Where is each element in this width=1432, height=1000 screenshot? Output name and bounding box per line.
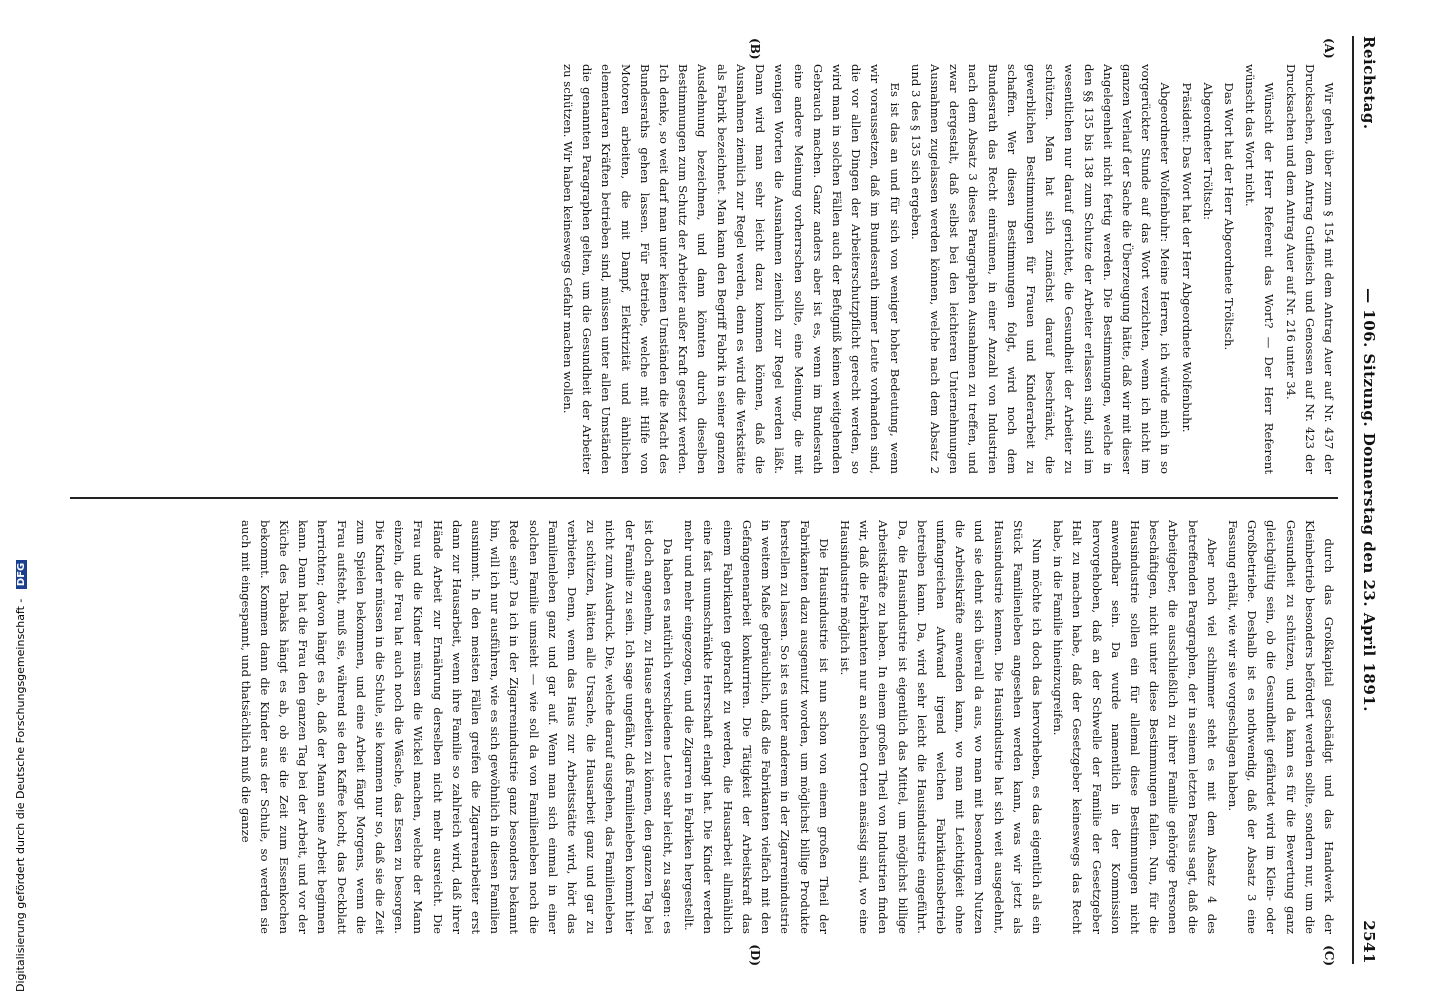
speaker-line: Abgeordneter Tröltsch:: [1200, 82, 1215, 221]
paragraph: Das Wort hat der Herr Abgeordnete Tröltsch.: [1221, 82, 1236, 351]
paragraph: Nun möchte ich doch das hervorheben, es das eigentlich als ein Stück Familienleben angesehen werden kann, was wir jetzt als Hausindustrie kennen. Die Hausindustrie hat sich weit ausgedehnt, und sie dehnt sich überall da aus, wo man mit besonderem Nutzen die Arbeitskräfte anwenden kann, wo man mit Leichtigkeit ohne umfangreichen Aufwand irgend welchen Fabrikationsbetrieb betreiben kann. Da, wird sehr leicht die Hausindustrie eingeführt. Da, die Hausindustrie ist eigentlich das Mittel, um möglichst billige Arbeitskräfte zu haben. In einem großen Theil von Industrien finden wir, daß die Fabrikanten nur an solchen Orten ansässig sind, wo eine Hausindustrie möglich ist.: [837, 520, 1044, 934]
paragraph: Wünscht der Herr Referent das Wort? — Der Herr Referent wünscht das Wort nicht.: [1243, 64, 1277, 474]
header-left: Reichstag.: [1360, 36, 1378, 130]
digitization-note: [4, 552, 27, 992]
page-number: 2541: [1360, 920, 1378, 964]
margin-marker-a: (A): [1322, 38, 1336, 59]
margin-marker-b: (B): [748, 38, 762, 60]
paragraph: durch das Großkapital geschädigt und das Handwerk der Kleinbetrieb besonders befördert werden sollte, sondern nur, um die Gesundheit zu schützen, und da kann es für die Bewertung ganz gleichgültig sein, ob die Gesundheit gefährdet wird im Klein- oder Großbetriebe. Deshalb ist es nothwendig, daß der Absatz 3 eine Fassung erhält, wie wir sie vorgeschlagen haben.: [1225, 520, 1336, 934]
right-column: [70, 520, 1338, 934]
speaker-line: Präsident: Das Wort hat der Herr Abgeordnete Wolfenbuhr.: [1179, 82, 1194, 433]
digitization-text: Digitalisierung gefördert durch die Deutsche Forschungsgemeinschaft -: [14, 598, 27, 992]
paragraph: Da haben es natürlich verschiedene Leute sehr leicht, zu sagen: es ist doch angenehm, zu Hause arbeiten zu können, den ganzen Tag bei der Familie zu sein. Ich sage ungefähr, daß Familienleben kommt hier nicht zum Ausdruck. Die, welche darauf ausgehen, das Familienleben zu schützen, hätten alle Ursache, die Hausarbeit ganz und gar zu verbieten. Denn, wenn das Haus zur Arbeitsstätte wird, hört das Familienleben ganz und gar auf. Wenn man sich einmal in einer solchen Familie umsieht — wie soll da von Familienleben noch die Rede sein? Da ich in der Zigarrenindustrie ganz besonders bekannt bin, will ich nur ausführen, wie es sich gewöhnlich in diesen Familien ausnimmt. In den meisten Fällen greifen die Zigarrenarbeiter erst dann zur Hausarbeit, wenn ihre Familie so zahlreich wird, daß ihrer Hände Arbeit zur Ernährung derselben nicht mehr ausreicht. Die Frau und die Kinder müssen die Wickel machen, welche der Mann einzeln, die Frau hat auch noch die Wäsche, das Essen zu besorgen. Die Kinder müssen in die Schule, sie kommen nur so, daß sie die Zeit zum Spielen bekommen, und eine Arbeit fängt Morgens, wenn die Frau aufsteht, muß sie, während sie den Kaffee kocht, das Deckblatt herrichten; davon hängt es ab, daß der Mann seine Arbeit beginnen kann. Dann hat die Frau den ganzen Tag bei der Arbeit, und vor der Küche des Tabaks hängt es ab, ob sie die Zeit zum Essenkochen bekommt. Kommen dann die Kinder aus der Schule, so werden sie auch mit eingespannt, und thatsächlich muß die ganze: [238, 520, 676, 934]
dfg-logo: DFG: [16, 560, 27, 589]
paragraph: Wir gehen über zum § 154 mit dem Antrag Auer auf Nr. 437 der Drucksachen, dem Antrag Gutfleisch und Genossen auf Nr. 423 der Drucksachen und dem Antrag Auer auf Nr. 216 unter 34.: [1283, 64, 1336, 474]
column-divider: [70, 497, 1338, 499]
paragraph: Die Hausindustrie ist nun schon von einem großen Theil der Fabrikanten dazu ausgenutzt worden, um möglichst billige Produkte herstellen zu lassen. So ist es unter anderem in der Zigarrenindustrie in weitem Maße gebräuchlich, daß die Fabrikanten vielfach mit den Gefangenenarbeit konkurriren. Die Tätigkeit der Arbeitskraft das einem Fabrikanten gebracht zu werden, die Hausarbeit allmählich eine fast unumschränkte Herrschaft erlangt hat. Die Kinder werden mehr und mehr eingezogen, und die Zigarren in Fabriken hergestellt.: [682, 520, 831, 934]
header-rule: [1352, 36, 1354, 964]
scanned-page: [30, 20, 1402, 980]
page-header: [1348, 36, 1388, 964]
paragraph: Es ist das an und für sich von weniger hoher Bedeutung, wenn wir voraussetzen, daß im Bundesrath immer Leute vorhanden sind, die vor allen Dingen der Arbeiterschutzpflicht gerecht werden, so wird man in solchen Fällen auch der Befugniß keinen weitgehenden Gebrauch machen. Ganz anders aber ist es, wenn im Bundesrath eine andere Meinung vorherrschen sollte, eine Meinung, die mit wenigen Worten die Ausnahmen ziemlich zur Regel werden läßt. Dann wird man sehr leicht dazu kommen können, daß die Ausnahmen ziemlich zur Regel werden, denn es wird die Werkstätte als Fabrik bezeichnet. Man kann den Begriff Fabrik in seiner ganzen Ausdehnung bezeichnen, und dann könnten durch dieselben Bestimmungen zum Schutz der Arbeiter außer Kraft gesetzt werden. Ich denke, so weit darf man unter keinen Umständen die Macht des Bundesraths gehen lassen. Für Betriebe, welche mit Hilfe von Motoren arbeiten, die mit Dampf, Elektrizität und ähnlichen elementaren Kräften betrieben sind, müssen unter allen Umständen die genannten Paragraphen gelten, um die Gesundheit der Arbeiter zu schützen. Wir haben keineswegs Gefahr machen wollen.: [561, 64, 902, 474]
margin-marker-d: (D): [748, 944, 762, 966]
paragraph: Aber noch viel schlimmer steht es mit dem Absatz 4 des betreffenden Paragraphen, der in seinem letzten Passus sagt, daß die Arbeitgeber, die ausschließlich zu ihrer Familie gehörige Personen beschäftigen, nicht unter diese Bestimmungen fallen. Nun, für die Hausindustrie sollen ein für allemal diese Bestimmungen nicht anwendbar sein. Da wurde namentlich in der Kommission hervorgehoben, daß an der Schwelle der Familie der Gesetzgeber Halt zu machen habe, daß der Gesetzgeber keineswegs das Recht habe, in die Familie hineinzugreifen.: [1051, 520, 1219, 934]
margin-marker-c: (C): [1322, 945, 1336, 966]
paragraph: Abgeordneter Wolfenbuhr: Meine Herren, ich würde mich in so vorgerückter Stunde auf das Wort verzichten, wenn ich nicht im ganzen Verlauf der Sache die Überzeugung hätte, daß wir mit dieser Angelegenheit nicht fertig werden. Die Bestimmungen, welche in den §§ 135 bis 138 zum Schutze der Arbeiter erlassen sind, sind im wesentlichen nur darauf gerichtet, die Gesundheit der Arbeiter zu schützen. Man hat sich zunächst darauf beschränkt, die gewerblichen Bestimmungen für Frauen und Kinderarbeit zu schaffen. Wer diesen Bestimmungen folgt, wird noch dem Bundesrath das Recht einräumen, in einer Anzahl von Industrien nach dem Absatz 3 dieses Paragraphen Ausnahmen zu treffen, und zwar dergestalt, daß selbst bei den leichteren Unternehmungen Ausnahmen zugelassen werden können, welche nach dem Absatz 2 und 3 des § 135 sich ergeben.: [908, 64, 1173, 474]
left-column: [70, 64, 1338, 474]
header-center: — 106. Sitzung. Donnerstag den 23. April 1891.: [1360, 288, 1378, 712]
